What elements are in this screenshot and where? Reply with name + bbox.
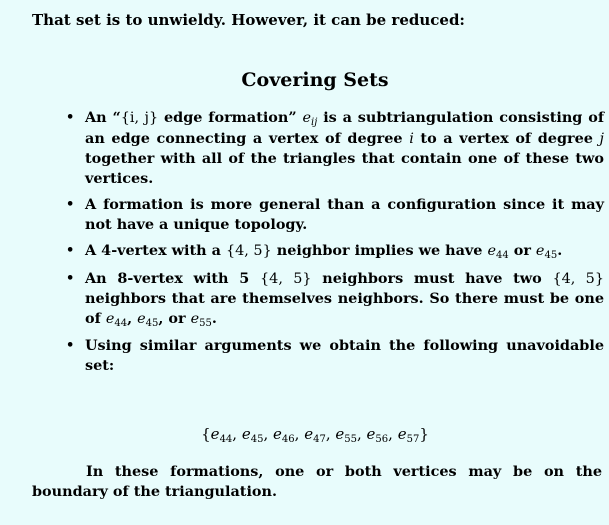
math-var: i (409, 130, 414, 147)
formula-separator: , (232, 425, 242, 443)
intro-text: That set is to unwieldy. However, it can be reduced: (32, 11, 465, 29)
math-var: e (535, 243, 545, 259)
math-subscript: 45 (544, 250, 558, 261)
formula-subscript: 47 (313, 434, 326, 445)
math-var: e (487, 243, 496, 259)
bullet-text: neighbors that are themselves neighbors. So there must be one of (85, 290, 604, 327)
formula-var: e (304, 425, 314, 443)
formula-var: e (366, 425, 376, 443)
bullet-text: or (508, 242, 536, 259)
bullet-text: An “ (85, 109, 121, 126)
formula-var: e (210, 425, 220, 443)
formula-subscript: 46 (281, 434, 295, 445)
bullet-text: A 4-vertex with a (85, 242, 226, 259)
bullet-text (249, 270, 260, 287)
math-set: {4, 5} (552, 270, 604, 287)
bullet-number: 5 (239, 269, 250, 287)
bullet-text: , or (158, 309, 191, 327)
formula-separator: , (356, 425, 367, 443)
bullet-item-formation-general (64, 195, 604, 234)
formula-separator: , (388, 425, 398, 443)
formula-var: e (241, 425, 251, 443)
math-var: j (599, 130, 605, 147)
bullet-marker: • (66, 197, 75, 212)
math-var: e (105, 310, 115, 327)
bullet-text: neighbor implies we have (271, 242, 488, 259)
bullet-item-edge-formation (64, 108, 604, 188)
math-subscript: ij (311, 117, 318, 128)
formula-subscript: 45 (250, 434, 264, 445)
bullet-text: . (557, 242, 563, 259)
math-subscript: 55 (199, 317, 212, 329)
formula-separator: , (263, 425, 274, 443)
formula-brace: } (419, 425, 429, 443)
slide-title: Covering Sets (241, 69, 389, 91)
formula-var: e (335, 425, 345, 443)
bullet-text: is a subtriangulation consisting of an edge connecting a vertex of degree (85, 109, 605, 147)
bullet-text: , (127, 309, 138, 327)
formula-subscript: 55 (344, 434, 357, 445)
math-subscript: 44 (114, 317, 128, 329)
bullet-text: together with all of the triangles that contain one of these two vertices. (85, 150, 604, 187)
bullet-text: edge formation” (158, 109, 303, 126)
formula-subscript: 57 (406, 434, 420, 445)
math-var: e (302, 110, 312, 126)
unavoidable-set-formula (0, 424, 609, 444)
bullet-text: A formation is more general than a configuration since it may not have a unique topology. (85, 196, 604, 233)
math-var: e (137, 310, 146, 327)
bullet-marker: • (66, 110, 75, 125)
bullet-item-unavoidable-set (64, 336, 604, 375)
formula-subscript: 56 (375, 434, 389, 445)
closing-paragraph: In these formations, one or both vertices may be on the boundary of the triangulation. (32, 463, 602, 500)
bullet-marker: • (66, 270, 75, 286)
formula-separator: , (294, 425, 305, 443)
formula-subscript: 44 (219, 434, 233, 445)
math-subscript: 45 (145, 317, 159, 329)
bullet-text: . (211, 309, 217, 327)
math-set: {4, 5} (260, 270, 312, 287)
bullet-text: to a vertex of degree (413, 129, 600, 147)
bullet-marker: • (66, 338, 75, 353)
formula-var: e (273, 425, 282, 443)
math-set: {4, 5} (225, 243, 272, 259)
bullet-item-8-vertex (64, 269, 604, 330)
bullet-marker: • (66, 243, 75, 258)
math-subscript: 44 (495, 250, 509, 261)
bullet-text: neighbors must have two (311, 269, 553, 287)
bullet-text: Using similar arguments we obtain the following unavoidable set: (85, 337, 604, 374)
formula-separator: , (325, 425, 336, 443)
math-set: {i, j} (120, 110, 159, 126)
math-var: e (190, 310, 200, 327)
bullet-list (64, 108, 604, 382)
formula-var: e (397, 425, 407, 443)
formula-brace: { (201, 425, 211, 443)
bullet-item-4-vertex (64, 241, 604, 262)
bullet-text: An 8-vertex with (85, 269, 240, 287)
